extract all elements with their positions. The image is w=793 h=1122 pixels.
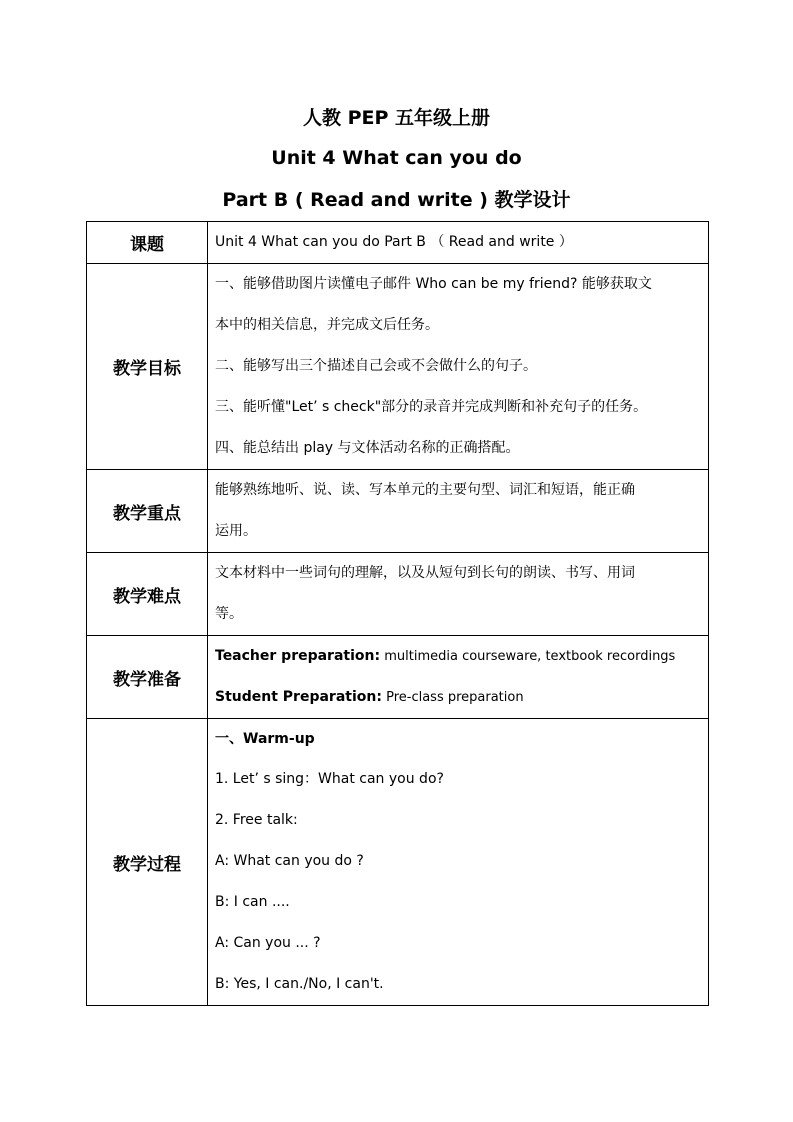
objective-line: 二、能够写出三个描述自己会或不会做什么的句子。 [215,358,537,374]
process-line: 2. Free talk: [215,812,298,828]
objective-line: 本中的相关信息，并完成文后任务。 [215,317,439,333]
row-preparation [87,636,709,719]
cell-preparation [208,636,709,719]
cell-objectives [208,264,709,470]
key-point-line: 能够熟练地听、说、读、写本单元的主要句型、词汇和短语，能正确 [215,482,635,498]
process-line: B: Yes, I can./No, I can't. [215,976,384,992]
cell-difficulties [208,553,709,636]
row-process [87,719,709,1006]
label-topic: 课题 [87,222,208,264]
row-objectives [87,264,709,470]
student-preparation-value: Pre-class preparation [381,690,524,705]
teacher-preparation [215,636,704,677]
difficulty-line: 等。 [215,606,243,622]
student-preparation [215,677,704,718]
cell-key-points [208,470,709,553]
topic-value: Unit 4 What can you do Part B （ Read and write ） [215,234,573,250]
objective-line: 四、能总结出 play 与文体活动名称的正确搭配。 [215,440,520,456]
objective-line: 一、能够借助图片读懂电子邮件 Who can be my friend? 能够获取文 [215,276,652,292]
student-preparation-label: Student Preparation: [215,689,382,705]
row-topic [87,222,709,264]
process-line: A: What can you do ? [215,853,364,869]
label-process: 教学过程 [87,719,208,1006]
objective-line: 三、能听懂"Let’ s check"部分的录音并完成判断和补充句子的任务。 [215,399,648,415]
label-difficulties: 教学难点 [87,553,208,636]
row-key-points [87,470,709,553]
warm-up-heading: 一、Warm-up [215,731,315,747]
process-line: 1. Let’ s sing：What can you do? [215,771,444,787]
key-point-line: 运用。 [215,523,257,539]
process-line: A: Can you ... ? [215,935,321,951]
doc-title-line3: Part B ( Read and write ) 教学设计 [222,189,571,211]
cell-topic [208,222,709,264]
teacher-preparation-label: Teacher preparation: [215,648,381,664]
doc-title-line2: Unit 4 What can you do [271,147,522,169]
teacher-preparation-value: multimedia courseware, textbook recordings [380,649,676,664]
doc-title-line1: 人教 PEP 五年级上册 [302,107,491,129]
label-objectives: 教学目标 [87,264,208,470]
lesson-plan-table [86,221,709,1006]
difficulty-line: 文本材料中一些词句的理解，以及从短句到长句的朗读、书写、用词 [215,565,635,581]
row-difficulties [87,553,709,636]
label-key-points: 教学重点 [87,470,208,553]
cell-process [208,719,709,1006]
label-preparation: 教学准备 [87,636,208,719]
process-line: B: I can .... [215,894,290,910]
